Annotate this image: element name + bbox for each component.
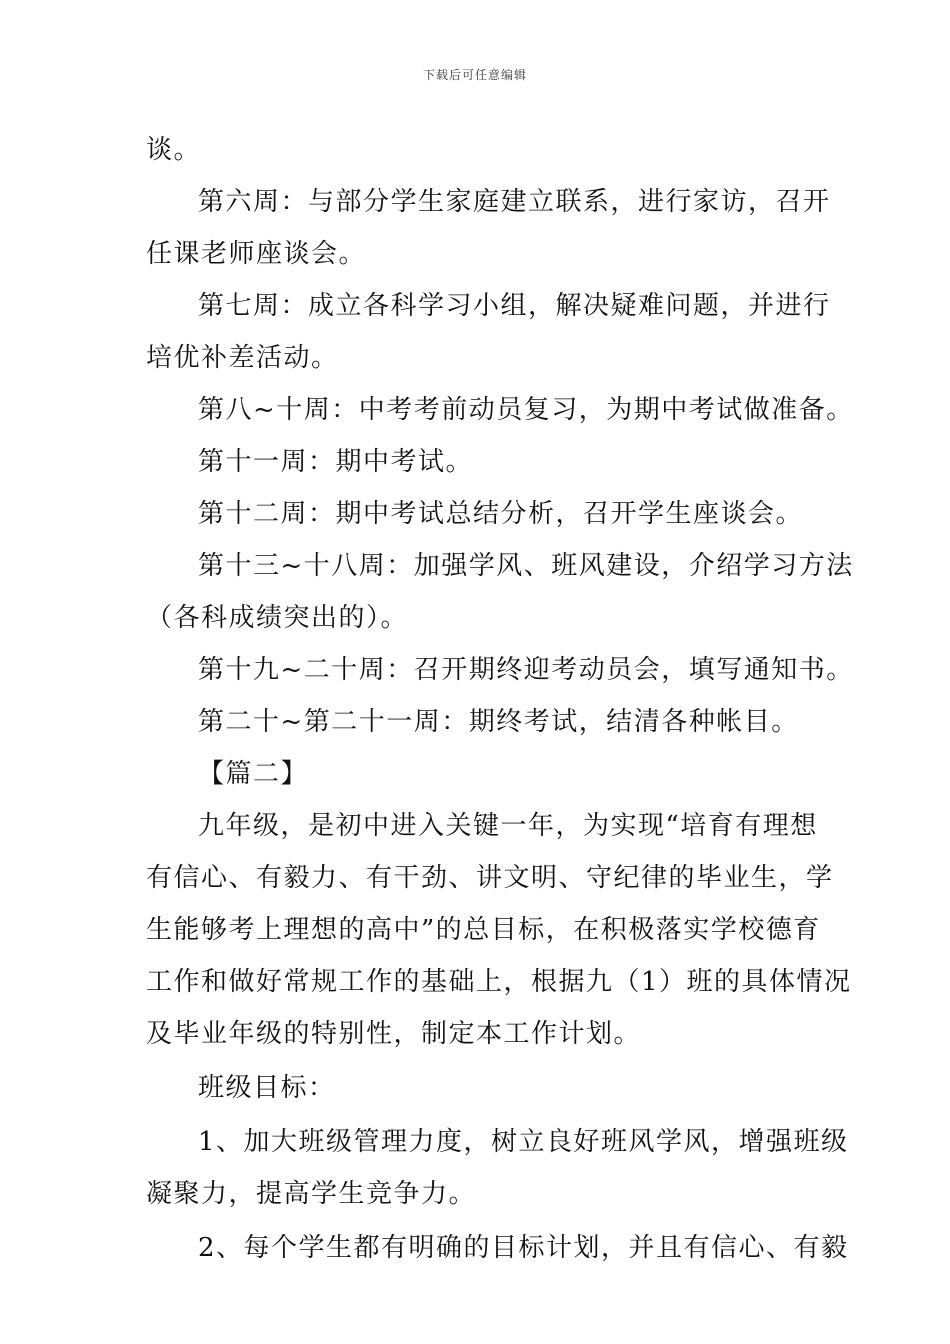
document-body [146,124,854,1274]
paragraph-line: 任课老师座谈会。 [146,239,367,269]
paragraph-line: 九年级，是初中进入关键一年，为实现“培育有理想 [198,811,818,841]
paragraph-line: 第十二周：期中考试总结分析，召开学生座谈会。 [198,499,804,529]
paragraph-line: 第十三~十八周：加强学风、班风建设，介绍学习方法 [198,551,854,581]
paragraph-line: 第六周：与部分学生家庭建立联系，进行家访，召开 [198,187,831,217]
paragraph-line: 第八~十周：中考考前动员复习，为期中考试做准备。 [198,395,854,425]
paragraph-line: 第十一周：期中考试。 [198,447,474,477]
paragraph-line: 第十九~二十周：召开期终迎考动员会，填写通知书。 [198,655,854,685]
paragraph-line: 第二十~第二十一周：期终考试，结清各种帐目。 [198,707,799,737]
paragraph-line: 培优补差活动。 [146,343,339,373]
paragraph-line: 工作和做好常规工作的基础上，根据九（1）班的具体情况 [146,967,852,997]
paragraph-line: 谈。 [146,135,202,165]
page-header-note: 下载后可任意编辑 [422,68,527,82]
paragraph-line: 凝聚力，提高学生竞争力。 [146,1179,477,1209]
paragraph-line: 生能够考上理想的高中”的总目标，在积极落实学校德育 [146,915,821,945]
paragraph-line: 第七周：成立各科学习小组，解决疑难问题，并进行 [198,291,831,321]
paragraph-line: 班级目标： [198,1073,336,1103]
paragraph-line: 2、每个学生都有明确的目标计划，并且有信心、有毅 [198,1233,849,1263]
paragraph-line: 1、加大班级管理力度，树立良好班风学风，增强班级 [198,1127,849,1157]
paragraph-line: 及毕业年级的特别性，制定本工作计划。 [146,1019,642,1049]
paragraph-line: （各科成绩突出的）。 [146,603,409,633]
paragraph-line: 有信心、有毅力、有干劲、讲文明、守纪律的毕业生，学 [146,863,834,893]
section-heading: 【篇二】 [198,759,309,789]
